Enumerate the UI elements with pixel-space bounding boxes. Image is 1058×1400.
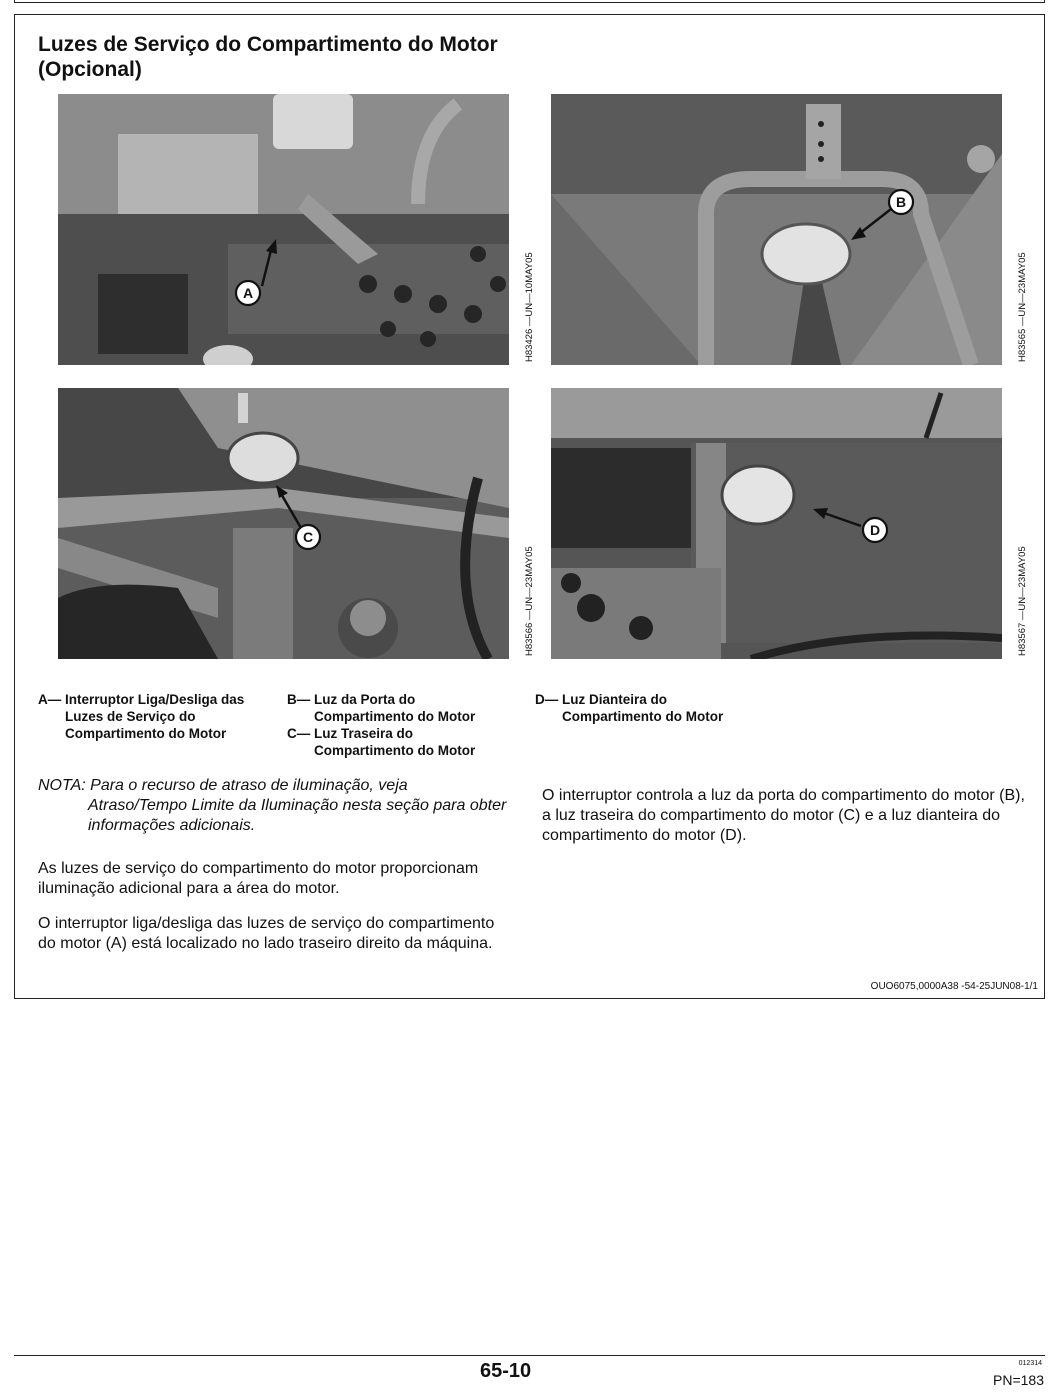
paragraph-switch-function: O interruptor controla a luz da porta do compartimento do motor (B), a luz traseira do compartimento do motor (C) e a luz dianteira do compartimento do motor (D). [542, 787, 1025, 844]
legend-column-3 [535, 691, 755, 725]
legend-item-d: D— Luz Dianteira do Compartimento do Motor [535, 692, 724, 724]
footer-pn: PN=183 [993, 1372, 1044, 1388]
photo-c-rear-light [58, 388, 509, 659]
legend-item-b: B— Luz da Porta do Compartimento do Motor [287, 692, 476, 724]
legend-column-2 [287, 691, 502, 759]
photo-b-door-light [551, 94, 1002, 365]
page-number: 65-10 [480, 1360, 532, 1382]
photo-a-engine-compartment-switch [58, 94, 509, 365]
document-id: OUO6075,0000A38 -54-25JUN08-1/1 [870, 981, 1038, 992]
legend-item-c: C— Luz Traseira do Compartimento do Motor [287, 726, 476, 758]
photo-d-code: H83567 —UN—23MAY05 [1017, 546, 1028, 656]
callout-label-c: C [302, 529, 314, 545]
legend-item-a: A— Interruptor Liga/Desliga das Luzes de Serviço do Compartimento do Motor [38, 692, 245, 741]
photo-a-code: H83426 —UN—10MAY05 [524, 252, 535, 362]
previous-section-border [14, 0, 1045, 3]
note-head: NOTA: Para o recurso de atraso de iluminação, veja [38, 777, 408, 794]
footer-rule [14, 1355, 1045, 1356]
section-title: Luzes de Serviço do Compartimento do Motor (Opcional) [38, 33, 498, 81]
callout-label-b: B [895, 194, 907, 210]
callout-label-a: A [242, 285, 254, 301]
note-rest: Atraso/Tempo Limite da Iluminação nesta seção para obter informações adicionais. [88, 797, 507, 834]
photo-d-front-light [551, 388, 1002, 659]
photo-c-code: H83566 —UN—23MAY05 [524, 546, 535, 656]
footer-small-code: 012314 [1018, 1360, 1042, 1367]
paragraph-lights-purpose: As luzes de serviço do compartimento do motor proporcionam iluminação adicional para a área do motor. [38, 860, 479, 897]
legend-column-1 [38, 691, 258, 742]
callout-label-d: D [869, 522, 881, 538]
paragraph-switch-location: O interruptor liga/desliga das luzes de serviço do compartimento do motor (A) está localizado no lado traseiro direito da máquina. [38, 915, 495, 952]
photo-b-code: H83565 —UN—23MAY05 [1017, 252, 1028, 362]
note-block [38, 776, 528, 836]
